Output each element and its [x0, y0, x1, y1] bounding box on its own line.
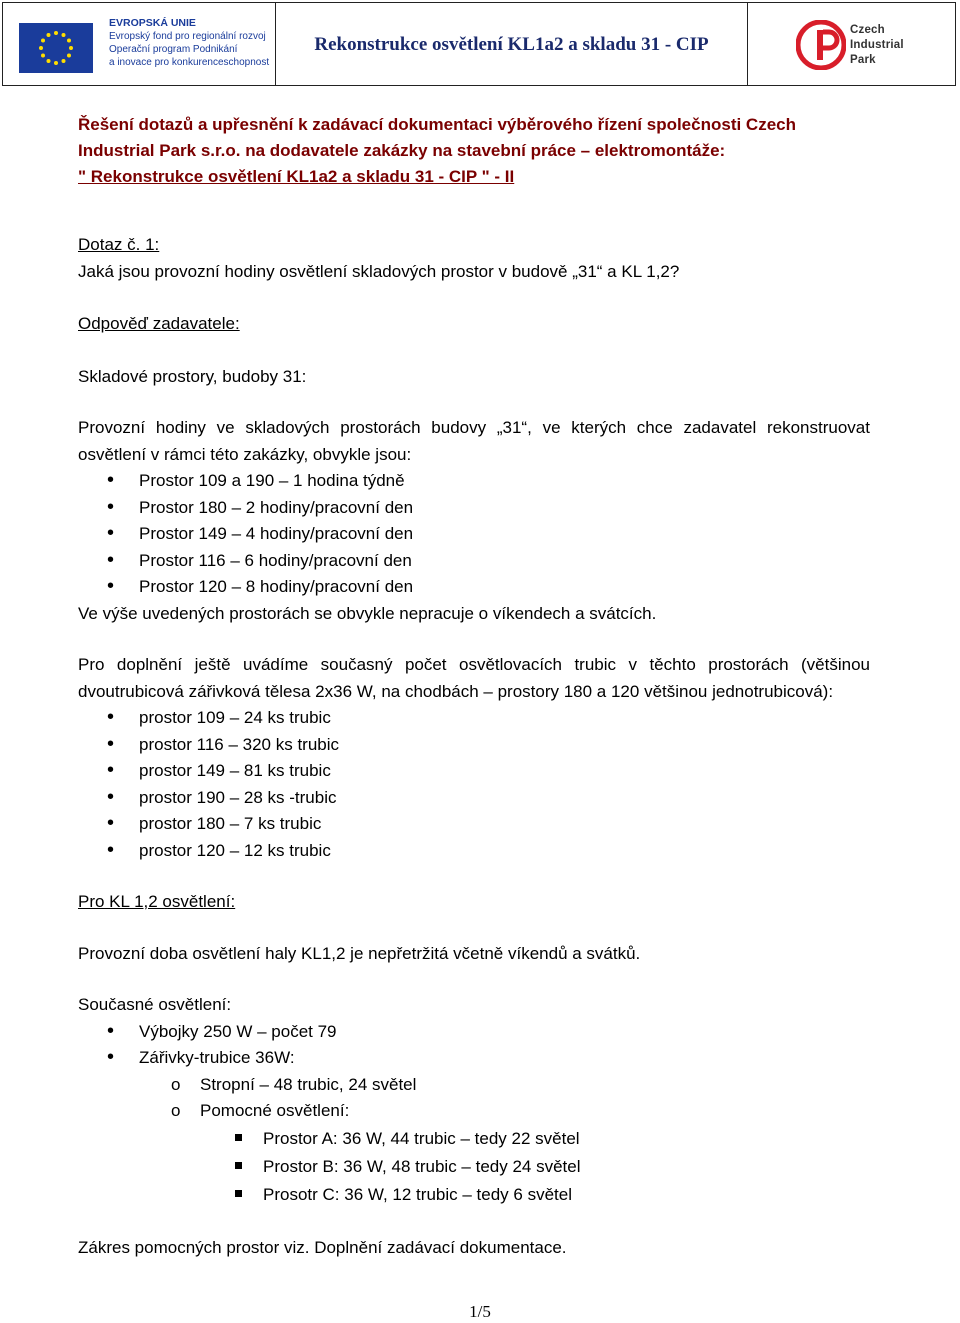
eu-flag-icon — [19, 23, 93, 73]
list-item: • Zářivky-trubice 36W: — [139, 1045, 870, 1072]
list-item: • prostor 109 – 24 ks trubic — [139, 705, 870, 732]
current-sub-list — [78, 1072, 870, 1125]
kl-hours: Provozní doba osvětlení haly KL1,2 je nepřetržitá včetně víkendů a svátků. — [78, 943, 641, 963]
eu-star-icon — [67, 54, 71, 58]
cip-logo-icon — [796, 20, 846, 70]
list-item: • Prostor 120 – 8 hodiny/pracovní den — [139, 574, 870, 601]
eu-star-icon — [62, 33, 66, 37]
document-header — [2, 2, 956, 86]
eu-star-icon — [47, 33, 51, 37]
list-item: • Prostor 180 – 2 hodiny/pracovní den — [139, 495, 870, 522]
question-text: Jaká jsou provozní hodiny osvětlení skladových prostor v budově „31“ a KL 1,2? — [78, 261, 680, 281]
eu-star-icon — [69, 46, 73, 50]
list-item: Prosotr C: 36 W, 12 trubic – tedy 6 světel — [263, 1181, 870, 1209]
list-item: • prostor 149 – 81 ks trubic — [139, 758, 870, 785]
eu-logo-line: EVROPSKÁ UNIE — [109, 17, 196, 29]
eu-logo-cell — [3, 3, 276, 85]
warehouse-heading: Skladové prostory, budoby 31: — [78, 366, 307, 386]
eu-logo-text — [109, 17, 269, 69]
answer-label: Odpověď zadavatele: — [78, 314, 240, 333]
list-item: • Výbojky 250 W – počet 79 — [139, 1019, 870, 1046]
eu-star-icon — [47, 59, 51, 63]
eu-star-icon — [62, 59, 66, 63]
document-body — [78, 112, 870, 1261]
auxiliary-list — [78, 1125, 870, 1209]
eu-star-icon — [54, 61, 58, 65]
page-number: 1/5 — [469, 1302, 491, 1321]
current-list — [78, 1019, 870, 1072]
cip-logo-line: Park — [850, 54, 876, 66]
list-item: Prostor A: 36 W, 44 trubic – tedy 22 světel — [263, 1125, 870, 1153]
eu-star-icon — [54, 31, 58, 35]
list-item: • prostor 116 – 320 ks trubic — [139, 732, 870, 759]
cip-logo-line: Czech — [850, 24, 885, 36]
kl-heading: Pro KL 1,2 osvětlení: — [78, 892, 236, 911]
eu-star-icon — [41, 54, 45, 58]
intro-line: " Rekonstrukce osvětlení KL1a2 a skladu 31 - CIP " - II — [78, 167, 515, 186]
document-title: Rekonstrukce osvětlení KL1a2 a skladu 31 - CIP — [314, 34, 709, 55]
list-item: Prostor B: 36 W, 48 trubic – tedy 24 světel — [263, 1153, 870, 1181]
list-item: • prostor 120 – 12 ks trubic — [139, 838, 870, 865]
eu-logo-line: a inovace pro konkurenceschopnost — [109, 57, 270, 68]
eu-star-icon — [39, 46, 43, 50]
eu-star-icon — [67, 39, 71, 43]
list-item: • prostor 180 – 7 ks trubic — [139, 811, 870, 838]
hours-list — [78, 468, 870, 601]
drawing-note: Zákres pomocných prostor viz. Doplnění zadávací dokumentace. — [78, 1237, 567, 1257]
eu-logo-line: Evropský fond pro regionální rozvoj — [109, 31, 266, 42]
intro-line: Industrial Park s.r.o. na dodavatele zakázky na stavební práce – elektromontáže: — [78, 141, 726, 160]
eu-logo-line: Operační program Podnikání — [109, 44, 238, 55]
cip-logo-text — [850, 23, 904, 68]
hours-intro: Provozní hodiny ve skladových prostorách budovy „31“, ve kterých chce zadavatel rekonstruovat osvětlení v rámci této zakázky, obvykle jsou: — [78, 418, 870, 464]
list-item: • Prostor 116 – 6 hodiny/pracovní den — [139, 548, 870, 575]
cip-logo-cell — [748, 3, 955, 85]
question-label: Dotaz č. 1: — [78, 235, 160, 254]
intro-line: Řešení dotazů a upřesnění k zadávací dokumentaci výběrového řízení společnosti Czech — [78, 115, 796, 134]
list-item: • prostor 190 – 28 ks -trubic — [139, 785, 870, 812]
weekend-note: Ve výše uvedených prostorách se obvykle nepracuje o víkendech a svátcích. — [78, 603, 657, 623]
title-cell — [276, 3, 748, 85]
current-heading: Současné osvětlení: — [78, 995, 232, 1014]
list-item: o Stropní – 48 trubic, 24 světel — [200, 1072, 870, 1099]
tubes-list — [78, 705, 870, 864]
cip-logo-line: Industrial — [850, 39, 904, 51]
list-item: • Prostor 109 a 190 – 1 hodina týdně — [139, 468, 870, 495]
eu-star-icon — [41, 39, 45, 43]
tubes-intro: Pro doplnění ještě uvádíme současný počet osvětlovacích trubic v těchto prostorách (většinou dvoutrubicová zářivková tělesa 2x36 W, na chodbách – prostory 180 a 120 většinou jednotrubicová): — [78, 655, 870, 701]
list-item: o Pomocné osvětlení: — [200, 1098, 870, 1125]
list-item: • Prostor 149 – 4 hodiny/pracovní den — [139, 521, 870, 548]
intro-heading — [78, 112, 870, 190]
